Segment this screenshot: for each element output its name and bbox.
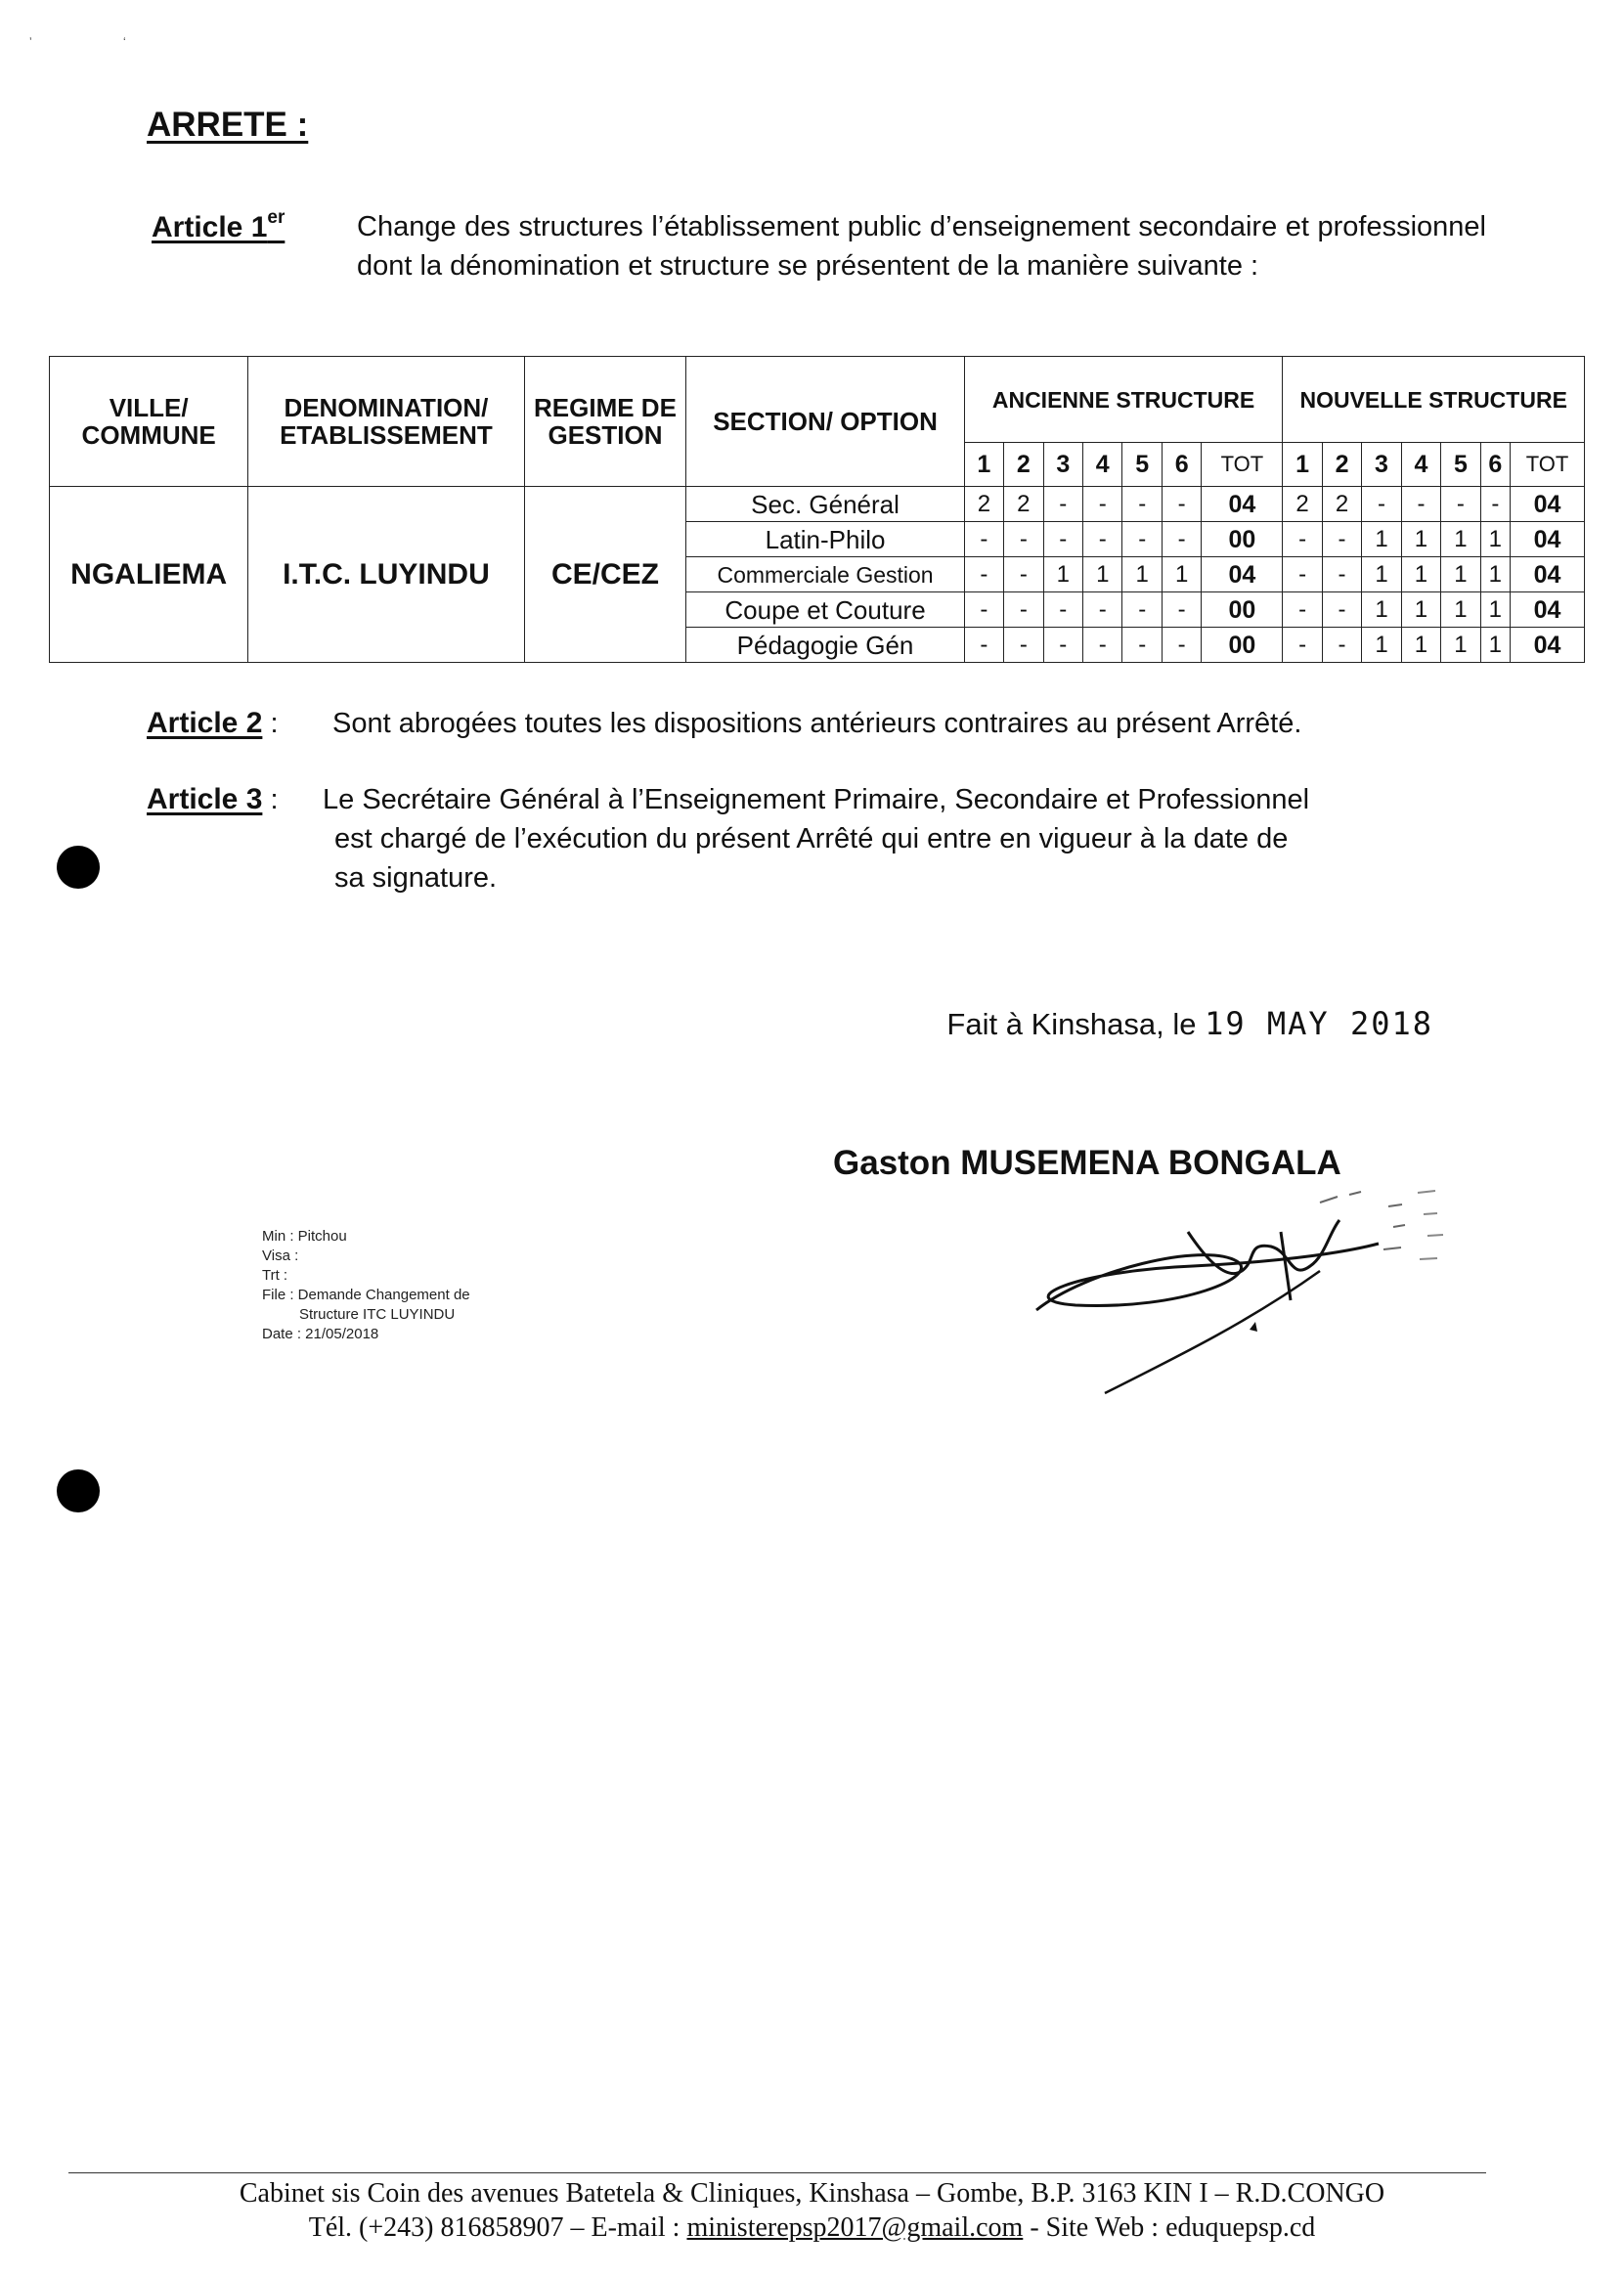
grade-header: 3 — [1043, 443, 1082, 487]
value-cell: - — [1283, 592, 1322, 628]
value-cell: - — [1083, 487, 1122, 522]
value-cell: - — [1441, 487, 1480, 522]
grade-header: 4 — [1083, 443, 1122, 487]
footer-divider — [68, 2172, 1486, 2173]
grade-header: 1 — [1283, 443, 1322, 487]
value-cell: - — [1362, 487, 1401, 522]
footer-tel: Tél. (+243) 816858907 – E-mail : — [308, 2212, 687, 2243]
article-2-text: Sont abrogées toutes les dispositions antérieurs contraires au présent Arrêté. — [332, 708, 1302, 739]
value-cell: - — [1283, 628, 1322, 663]
grade-header: 2 — [1004, 443, 1043, 487]
total-cell: 00 — [1202, 628, 1283, 663]
value-cell: - — [964, 628, 1003, 663]
total-cell: 04 — [1202, 557, 1283, 592]
total-header: TOT — [1202, 443, 1283, 487]
memo-line: Trt : — [262, 1267, 288, 1284]
value-cell: - — [1480, 487, 1510, 522]
value-cell: - — [964, 592, 1003, 628]
section-cell: Sec. Général — [686, 487, 964, 522]
value-cell: - — [1083, 522, 1122, 557]
value-cell: - — [1083, 592, 1122, 628]
value-cell: - — [1083, 628, 1122, 663]
article-1-label: Article 1er — [152, 207, 285, 243]
total-cell: 00 — [1202, 522, 1283, 557]
value-cell: - — [1401, 487, 1440, 522]
total-cell: 00 — [1202, 592, 1283, 628]
article-2-label: Article 2 — [147, 707, 263, 739]
memo-line: Visa : — [262, 1247, 299, 1264]
value-cell: - — [1162, 592, 1201, 628]
value-cell: 2 — [964, 487, 1003, 522]
value-cell: - — [1122, 522, 1162, 557]
value-cell: 1 — [1480, 592, 1510, 628]
section-cell: Coupe et Couture — [686, 592, 964, 628]
total-cell: 04 — [1510, 487, 1584, 522]
scan-speck: ʼ — [29, 35, 32, 49]
total-cell: 04 — [1510, 592, 1584, 628]
value-cell: - — [1162, 628, 1201, 663]
header-regime: REGIME DE GESTION — [524, 357, 686, 487]
value-cell: 2 — [1322, 487, 1361, 522]
value-cell: 1 — [1362, 557, 1401, 592]
value-cell: 1 — [1441, 592, 1480, 628]
value-cell: 1 — [1362, 628, 1401, 663]
value-cell: - — [1004, 522, 1043, 557]
article-3-line: sa signature. — [334, 862, 498, 894]
article-2-label-wrap — [147, 704, 279, 743]
header-denomination: DENOMINATION/ ETABLISSEMENT — [248, 357, 524, 487]
stamp-date: 19 MAY 2018 — [1205, 1005, 1433, 1042]
footer-email-link[interactable]: ministerepsp2017@gmail.com — [686, 2212, 1024, 2243]
value-cell: - — [1043, 592, 1082, 628]
value-cell: - — [1122, 628, 1162, 663]
memo-block — [262, 1227, 470, 1344]
value-cell: - — [1162, 487, 1201, 522]
table-row — [50, 487, 1585, 522]
header-ville-commune: VILLE/ COMMUNE — [50, 357, 248, 487]
grade-header: 5 — [1441, 443, 1480, 487]
total-cell: 04 — [1202, 487, 1283, 522]
memo-line: Min : Pitchou — [262, 1228, 347, 1245]
footer-address: Cabinet sis Coin des avenues Batetela & Cliniques, Kinshasa – Gombe, B.P. 3163 KIN I – R.D.CONGO — [239, 2178, 1385, 2209]
article-3-colon: : — [262, 784, 279, 815]
value-cell: - — [1004, 592, 1043, 628]
footer-site: - Site Web : eduquepsp.cd — [1023, 2212, 1316, 2243]
binder-hole — [57, 1469, 100, 1512]
value-cell: - — [1043, 522, 1082, 557]
article-3-line: est chargé de l’exécution du présent Arrêté qui entre en vigueur à la date de — [334, 823, 1289, 854]
article-3-text — [323, 780, 1486, 897]
structure-table — [49, 356, 1585, 663]
value-cell: 1 — [1162, 557, 1201, 592]
value-cell: - — [964, 557, 1003, 592]
value-cell: 1 — [1480, 557, 1510, 592]
handwritten-signature — [997, 1173, 1457, 1418]
value-cell: 1 — [1401, 522, 1440, 557]
total-cell: 04 — [1510, 522, 1584, 557]
value-cell: - — [1162, 522, 1201, 557]
value-cell: - — [1322, 557, 1361, 592]
article-1-text: Change des structures l’établissement public d’enseignement secondaire et professionnel dont la dénomination et structure se présentent de la manière suivante : — [357, 211, 1486, 282]
value-cell: - — [1322, 628, 1361, 663]
value-cell: 1 — [1401, 557, 1440, 592]
value-cell: 1 — [1480, 628, 1510, 663]
article-3-line: Le Secrétaire Général à l’Enseignement Primaire, Secondaire et Professionnel — [323, 784, 1310, 815]
value-cell: - — [1283, 522, 1322, 557]
memo-line: Date : 21/05/2018 — [262, 1326, 379, 1342]
grade-header: 5 — [1122, 443, 1162, 487]
grade-header: 2 — [1322, 443, 1361, 487]
scan-speck: ʻ — [123, 35, 126, 49]
memo-line: Structure ITC LUYINDU — [299, 1306, 456, 1323]
value-cell: - — [1004, 557, 1043, 592]
grade-header: 1 — [964, 443, 1003, 487]
place-text: Fait à Kinshasa, le — [946, 1007, 1197, 1041]
binder-hole — [57, 846, 100, 889]
article-2-colon: : — [262, 708, 279, 739]
grade-header: 6 — [1162, 443, 1201, 487]
grade-header: 4 — [1401, 443, 1440, 487]
value-cell: - — [1283, 557, 1322, 592]
etablissement-cell: I.T.C. LUYINDU — [248, 487, 524, 663]
value-cell: 1 — [1362, 522, 1401, 557]
article-3-label-wrap — [147, 780, 279, 819]
total-header: TOT — [1510, 443, 1584, 487]
value-cell: - — [1322, 592, 1361, 628]
value-cell: - — [1322, 522, 1361, 557]
value-cell: - — [964, 522, 1003, 557]
grade-header: 6 — [1480, 443, 1510, 487]
grade-header: 3 — [1362, 443, 1401, 487]
footer-contact — [0, 2210, 1624, 2245]
value-cell: 1 — [1083, 557, 1122, 592]
value-cell: 1 — [1441, 557, 1480, 592]
value-cell: 1 — [1401, 592, 1440, 628]
regime-cell: CE/CEZ — [524, 487, 686, 663]
value-cell: - — [1122, 592, 1162, 628]
value-cell: 1 — [1401, 628, 1440, 663]
total-cell: 04 — [1510, 557, 1584, 592]
section-cell: Commerciale Gestion — [686, 557, 964, 592]
value-cell: 2 — [1004, 487, 1043, 522]
value-cell: - — [1043, 487, 1082, 522]
value-cell: 2 — [1283, 487, 1322, 522]
value-cell: 1 — [1480, 522, 1510, 557]
header-section-option: SECTION/ OPTION — [686, 357, 964, 487]
value-cell: 1 — [1441, 628, 1480, 663]
header-ancienne-structure: ANCIENNE STRUCTURE — [964, 357, 1283, 443]
value-cell: 1 — [1122, 557, 1162, 592]
total-cell: 04 — [1510, 628, 1584, 663]
value-cell: 1 — [1043, 557, 1082, 592]
value-cell: 1 — [1441, 522, 1480, 557]
header-nouvelle-structure: NOUVELLE STRUCTURE — [1283, 357, 1585, 443]
value-cell: - — [1122, 487, 1162, 522]
article-3-label: Article 3 — [147, 783, 263, 815]
page-title: ARRETE : — [147, 106, 309, 144]
section-cell: Latin-Philo — [686, 522, 964, 557]
value-cell: - — [1004, 628, 1043, 663]
signer-name: Gaston MUSEMENA BONGALA — [833, 1144, 1341, 1182]
place-and-date — [946, 1005, 1433, 1042]
value-cell: - — [1043, 628, 1082, 663]
value-cell: 1 — [1362, 592, 1401, 628]
memo-line: File : Demande Changement de — [262, 1287, 470, 1303]
section-cell: Pédagogie Gén — [686, 628, 964, 663]
ville-cell: NGALIEMA — [50, 487, 248, 663]
